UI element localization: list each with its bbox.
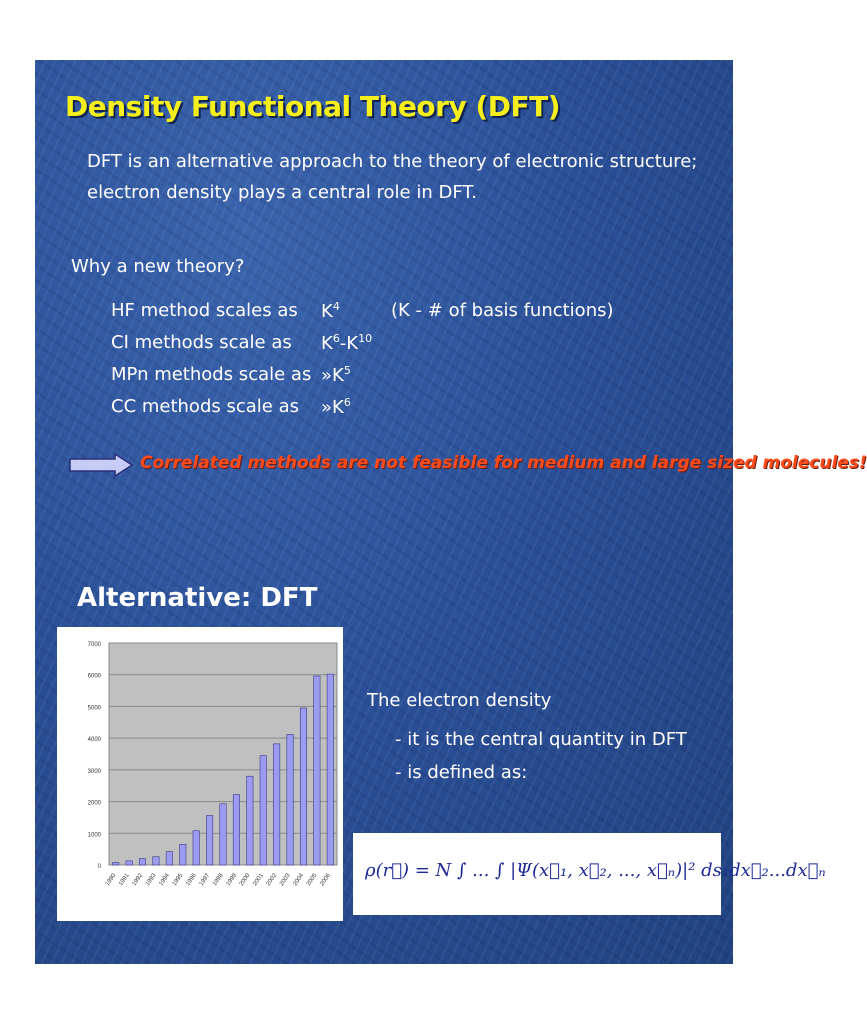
- alternative-heading: Alternative: DFT: [77, 583, 318, 613]
- x-tick-label: 2002: [265, 872, 279, 888]
- x-tick-label: 2001: [252, 872, 265, 888]
- slide: [35, 60, 867, 964]
- bullet-central-quantity: - it is the central quantity in DFT: [395, 729, 687, 750]
- right-arrow-icon: [69, 453, 133, 477]
- bar-1997: [206, 816, 212, 865]
- formula-text: ρ(r⃗) = N ∫ ... ∫ |Ψ(x⃗₁, x⃗₂, ..., x⃗ₙ)|² ds₁dx⃗₂...dx⃗ₙ: [365, 860, 826, 881]
- y-tick-label: 5000: [87, 705, 101, 712]
- bar-1992: [139, 859, 145, 865]
- intro-text: DFT is an alternative approach to the theory of electronic structure; electron density plays a central role in DFT.: [87, 151, 698, 203]
- y-tick-label: 7000: [87, 642, 101, 648]
- scaling-note: (K - # of basis functions): [391, 300, 614, 321]
- bar-2006: [327, 674, 333, 865]
- bar-2005: [314, 676, 320, 865]
- method-label: CI methods scale as: [111, 332, 292, 353]
- x-tick-label: 1994: [158, 872, 171, 888]
- x-tick-label: 1993: [145, 872, 158, 888]
- bar-2004: [300, 708, 306, 865]
- bar-2000: [247, 776, 253, 865]
- scaling-value: $»K^6$: [321, 396, 351, 418]
- scaling-value: $K^6-K^{10}$: [321, 332, 373, 354]
- bar-1994: [166, 852, 172, 865]
- x-tick-label: 1997: [198, 872, 212, 888]
- slide-title: Density Functional Theory (DFT): [65, 90, 561, 123]
- bar-1999: [233, 795, 239, 865]
- x-tick-label: 1998: [212, 872, 225, 888]
- bar-chart-svg: [57, 627, 343, 921]
- y-tick-label: 4000: [87, 737, 101, 744]
- bar-2003: [287, 734, 293, 865]
- x-tick-label: 1996: [185, 872, 198, 888]
- density-heading: The electron density: [367, 690, 552, 711]
- x-tick-label: 1995: [171, 872, 185, 888]
- x-tick-label: 1990: [104, 872, 118, 888]
- bar-1990: [112, 862, 118, 865]
- method-label: MPn methods scale as: [111, 364, 312, 385]
- bar-1991: [126, 861, 132, 865]
- y-tick-label: 1000: [87, 832, 101, 839]
- x-tick-label: 1991: [118, 872, 131, 888]
- bar-2002: [273, 744, 279, 865]
- conclusion-text: Correlated methods are not feasible for medium and large sized molecules!: [140, 453, 867, 473]
- x-tick-label: 2006: [319, 872, 332, 888]
- x-tick-label: 2000: [238, 872, 252, 888]
- why-question: Why a new theory?: [71, 256, 245, 277]
- x-tick-label: 2003: [279, 872, 292, 888]
- method-label: HF method scales as: [111, 300, 298, 321]
- bar-1995: [180, 844, 186, 865]
- x-tick-label: 1992: [131, 872, 145, 888]
- bullet-defined-as: - is defined as:: [395, 762, 528, 783]
- scaling-value: $K^4$: [321, 300, 340, 322]
- y-tick-label: 6000: [87, 673, 101, 680]
- bar-1998: [220, 804, 226, 865]
- y-tick-label: 2000: [87, 800, 101, 807]
- bar-2001: [260, 756, 266, 865]
- scaling-value: $»K^5$: [321, 364, 351, 386]
- method-label: CC methods scale as: [111, 396, 299, 417]
- bar-1996: [193, 831, 199, 865]
- y-tick-label: 0: [97, 864, 101, 870]
- x-tick-label: 1999: [225, 872, 239, 888]
- density-formula: [353, 833, 826, 915]
- bar-1993: [153, 857, 159, 865]
- publications-chart: [57, 627, 343, 921]
- y-tick-label: 3000: [87, 768, 101, 775]
- x-tick-label: 2005: [305, 872, 319, 888]
- x-tick-label: 2004: [292, 872, 306, 888]
